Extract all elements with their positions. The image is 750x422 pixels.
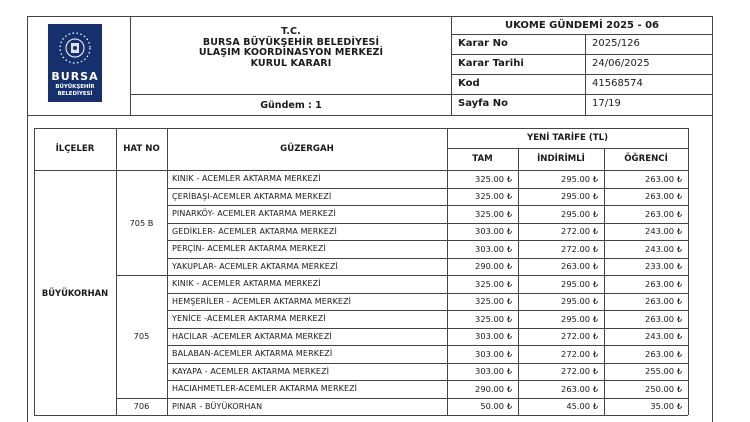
line-cell-705: 705 [133, 331, 150, 341]
col-header-route: GÜZERGAH [280, 144, 334, 154]
tariff-student-cell: 35.00 ₺ [650, 401, 682, 412]
tariff-student-cell: 263.00 ₺ [645, 296, 682, 307]
district-cell: BÜYÜKORHAN [41, 287, 109, 298]
tariff-full-cell: 325.00 ₺ [475, 313, 512, 324]
tariff-full-cell: 325.00 ₺ [475, 191, 512, 202]
tariff-full-cell: 303.00 ₺ [475, 366, 512, 377]
tariff-discounted-cell: 45.00 ₺ [566, 401, 598, 412]
logo-text-sub1: BÜYÜKŞEHİR [55, 84, 95, 90]
tariff-discounted-cell: 295.00 ₺ [561, 208, 598, 219]
col-header-tariff-group: YENİ TARİFE (TL) [526, 133, 609, 143]
tariff-student-cell: 263.00 ₺ [645, 173, 682, 184]
route-cell: KINIK - ACEMLER AKTARMA MERKEZİ [172, 174, 321, 184]
agenda-label: Gündem : 1 [260, 99, 322, 111]
title-line-municipality: BURSA BÜYÜKŞEHİR BELEDİYESİ [202, 36, 380, 48]
col-header-district: İLÇELER [55, 144, 95, 154]
route-cell: GEDİKLER- ACEMLER AKTARMA MERKEZİ [172, 226, 337, 236]
field-code-value: 41568574 [592, 78, 643, 89]
tariff-student-cell: 263.00 ₺ [645, 191, 682, 202]
tariff-full-cell: 303.00 ₺ [475, 331, 512, 342]
document-title [131, 27, 451, 69]
route-cell: PERÇİN- ACEMLER AKTARMA MERKEZİ [172, 244, 326, 254]
tariff-discounted-cell: 272.00 ₺ [561, 366, 598, 377]
tariff-full-cell: 325.00 ₺ [475, 278, 512, 289]
field-decision-no-value: 2025/126 [592, 38, 640, 49]
tariff-student-cell: 243.00 ₺ [645, 331, 682, 342]
tariff-discounted-cell: 295.00 ₺ [561, 191, 598, 202]
tariff-full-cell: 303.00 ₺ [475, 243, 512, 254]
route-cell: PINAR - BÜYÜKORHAN [172, 401, 263, 411]
route-cell: BALABAN-ACEMLER AKTARMA MERKEZİ [172, 349, 333, 359]
field-decision-date-label: Karar Tarihi [458, 58, 524, 69]
tariff-discounted-cell: 295.00 ₺ [561, 173, 598, 184]
line-cell-706: 706 [133, 401, 150, 411]
title-line-center: ULAŞIM KOORDİNASYON MERKEZİ [198, 47, 384, 58]
route-cell: KINIK - ACEMLER AKTARMA MERKEZİ [172, 279, 321, 289]
tariff-discounted-cell: 295.00 ₺ [561, 278, 598, 289]
title-line-decision: KURUL KARARI [250, 57, 332, 69]
tariff-student-cell: 263.00 ₺ [645, 278, 682, 289]
field-decision-no-label: Karar No [458, 38, 508, 49]
tariff-student-cell: 263.00 ₺ [645, 348, 682, 359]
tariff-full-cell: 290.00 ₺ [475, 261, 512, 272]
tariff-student-cell: 243.00 ₺ [645, 243, 682, 254]
col-header-full: TAM [472, 154, 493, 164]
tariff-full-cell: 290.00 ₺ [475, 383, 512, 394]
tariff-discounted-cell: 295.00 ₺ [561, 296, 598, 307]
tariff-discounted-cell: 295.00 ₺ [561, 313, 598, 324]
tariff-student-cell: 250.00 ₺ [645, 383, 682, 394]
title-line-tc: T.C. [281, 26, 301, 37]
meeting-title: UKOME GÜNDEMİ 2025 - 06 [504, 19, 660, 31]
col-header-line-no: HAT NO [123, 144, 160, 154]
field-code-label: Kod [458, 78, 480, 89]
tariff-full-cell: 50.00 ₺ [480, 401, 512, 412]
col-header-student: ÖĞRENCİ [624, 154, 668, 164]
route-cell: HACIAHMETLER-ACEMLER AKTARMA MERKEZİ [172, 384, 358, 394]
logo-text-main: BURSA [51, 70, 99, 83]
tariff-discounted-cell: 263.00 ₺ [561, 261, 598, 272]
route-cell: KAYAPA - ACEMLER AKTARMA MERKEZİ [172, 366, 330, 376]
tariff-student-cell: 243.00 ₺ [645, 226, 682, 237]
tariff-student-cell: 263.00 ₺ [645, 208, 682, 219]
route-cell: YAKUPLAR- ACEMLER AKTARMA MERKEZİ [172, 261, 338, 271]
tariff-student-cell: 263.00 ₺ [645, 313, 682, 324]
route-cell: PINARKÖY- ACEMLER AKTARMA MERKEZİ [172, 209, 336, 219]
line-cell-705b: 705 B [129, 217, 154, 228]
tariff-full-cell: 325.00 ₺ [475, 296, 512, 307]
field-page-no-value: 17/19 [592, 98, 621, 109]
route-cell: HEMŞERİLER - ACEMLER AKTARMA MERKEZİ [172, 296, 352, 306]
tariff-discounted-cell: 272.00 ₺ [561, 348, 598, 359]
bursa-logo [48, 24, 102, 102]
route-cell: YENİCE -ACEMLER AKTARMA MERKEZİ [172, 314, 326, 324]
route-cell: HACILAR -ACEMLER AKTARMA MERKEZİ [172, 331, 332, 341]
tariff-discounted-cell: 263.00 ₺ [561, 383, 598, 394]
tariff-full-cell: 325.00 ₺ [475, 208, 512, 219]
tariff-discounted-cell: 272.00 ₺ [561, 243, 598, 254]
logo-text-sub2: BELEDİYESİ [57, 91, 93, 97]
field-decision-date-value: 24/06/2025 [592, 58, 650, 69]
tariff-discounted-cell: 272.00 ₺ [561, 331, 598, 342]
tariff-full-cell: 325.00 ₺ [475, 173, 512, 184]
tariff-student-cell: 233.00 ₺ [645, 261, 682, 272]
col-header-discounted: İNDİRİMLİ [537, 154, 585, 164]
field-page-no-label: Sayfa No [458, 98, 508, 109]
route-cell: ÇERİBAŞI-ACEMLER AKTARMA MERKEZİ [172, 191, 332, 201]
tariff-full-cell: 303.00 ₺ [475, 348, 512, 359]
tariff-student-cell: 255.00 ₺ [645, 366, 682, 377]
tariff-full-cell: 303.00 ₺ [475, 226, 512, 237]
tariff-discounted-cell: 272.00 ₺ [561, 226, 598, 237]
